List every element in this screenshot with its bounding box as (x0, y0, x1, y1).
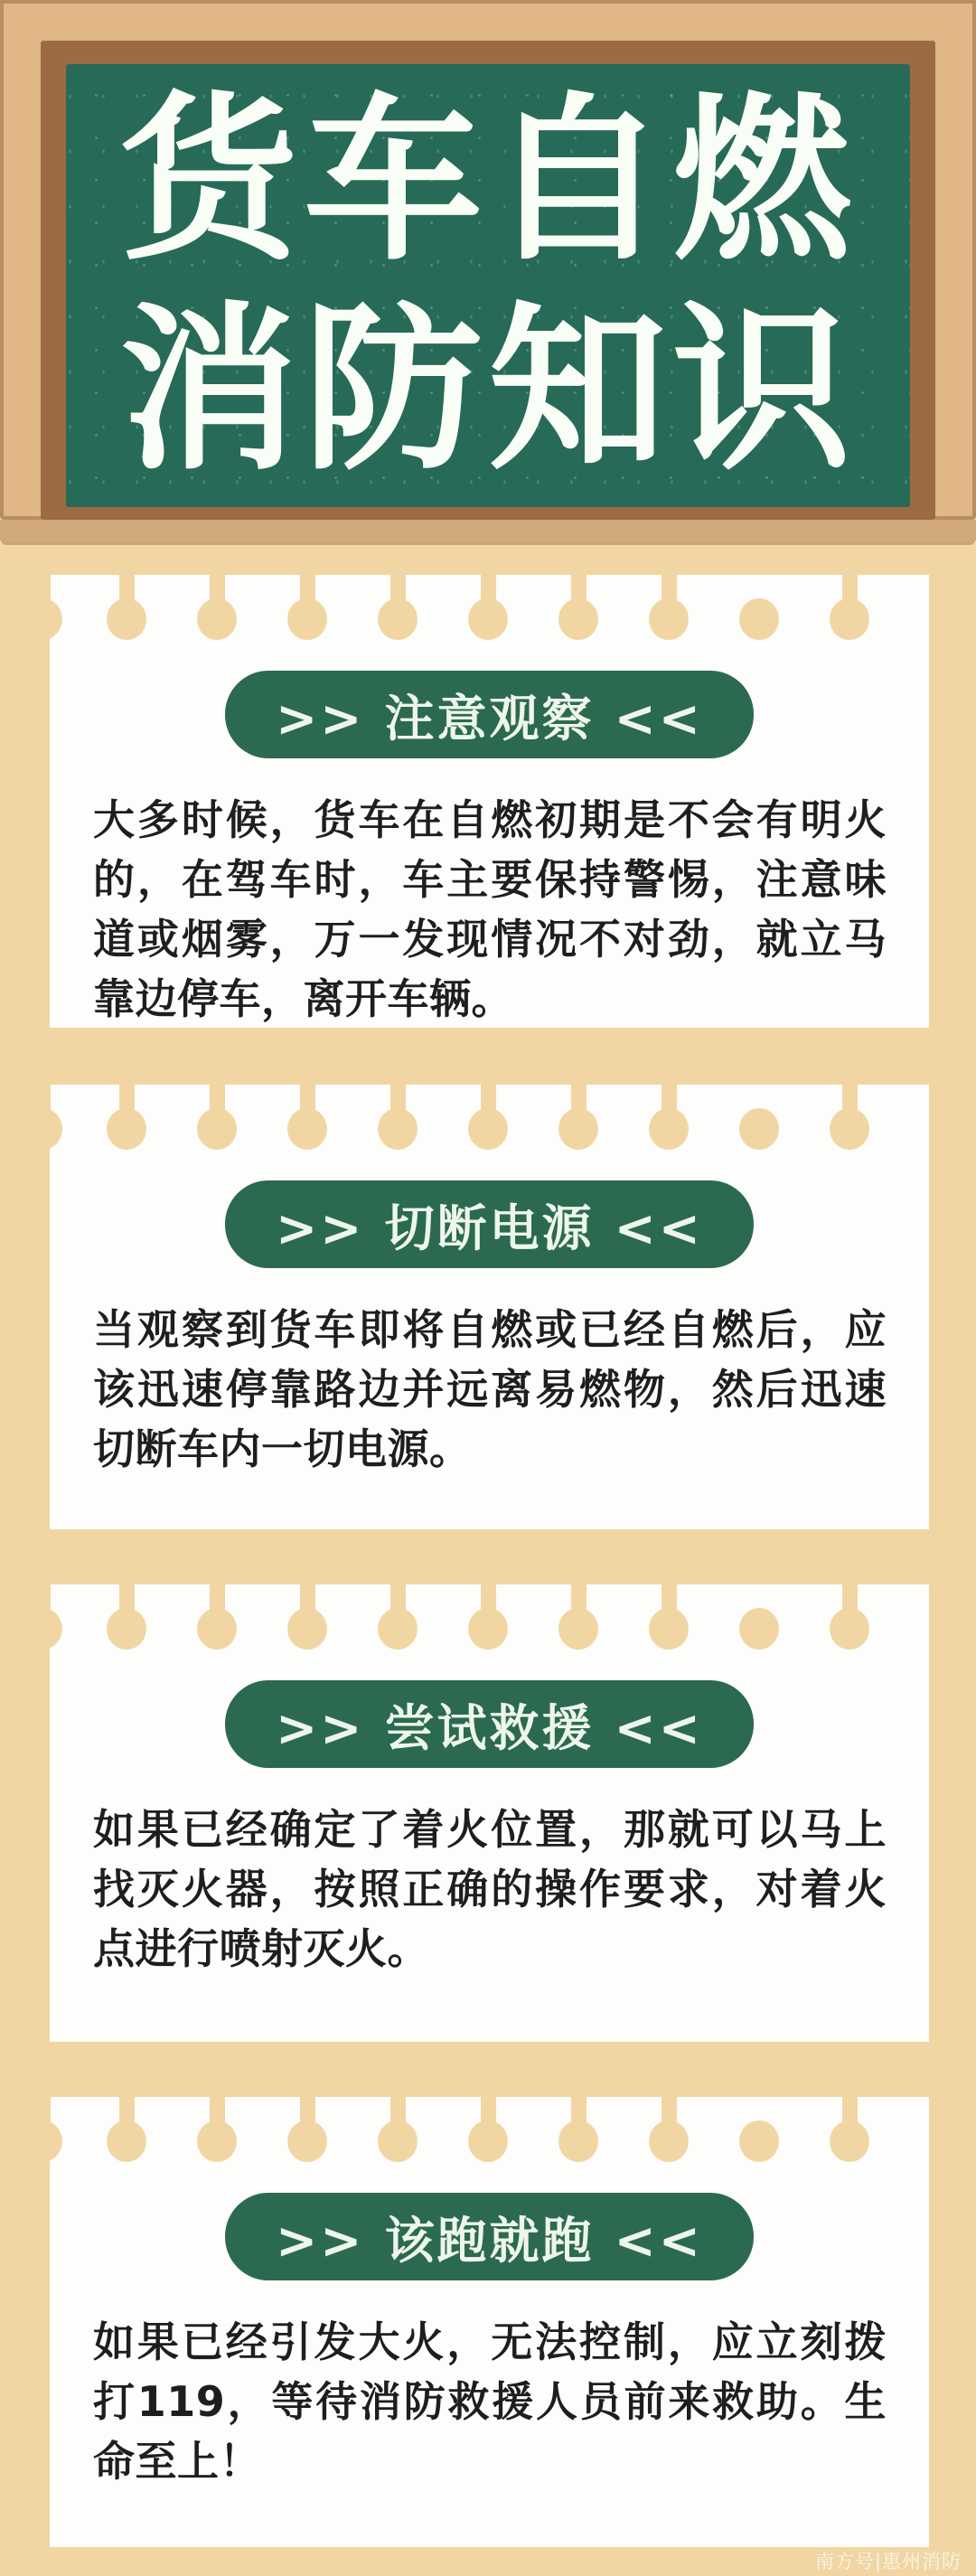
paper-hole (378, 1085, 418, 1150)
paper-hole (197, 1085, 237, 1150)
poster-title-line1: 货车自燃 (119, 76, 857, 285)
card-title: >> 切断电源 << (276, 1199, 703, 1257)
card-title: >> 该跑就跑 << (276, 2212, 703, 2270)
paper-hole (468, 2097, 508, 2162)
paper-hole (287, 2097, 327, 2162)
paper-hole (468, 1085, 508, 1150)
paper-hole (287, 1085, 327, 1150)
paper-hole (649, 2097, 689, 2162)
chalkboard (66, 64, 910, 507)
paper-hole (468, 1584, 508, 1650)
card-body-text: 大多时候，货车在自燃初期是不会有明火的，在驾车时，车主要保持警惕，注意味道或烟雾，万一发现情况不对劲，就立马靠边停车，离开车辆。 (93, 795, 887, 1023)
paper-hole (739, 575, 779, 640)
paper-hole (378, 2097, 418, 2162)
card-body-text: 如果已经引发大火，无法控制，应立刻拨打119，等待消防救援人员前来救助。生命至上！ (93, 2317, 887, 2486)
note-card-cut-power (50, 1085, 929, 1529)
paper-hole (649, 575, 689, 640)
paper-hole (558, 1584, 598, 1650)
note-card-observe (50, 575, 929, 1028)
paper-hole (739, 2097, 779, 2162)
paper-hole (378, 1584, 418, 1650)
paper-hole (50, 1085, 62, 1150)
paper-hole (558, 1085, 598, 1150)
card-title: >> 尝试救援 << (276, 1699, 703, 1757)
paper-hole (107, 1085, 146, 1150)
card-title-pill (225, 671, 754, 758)
paper-hole (739, 1584, 779, 1650)
paper-hole (649, 1085, 689, 1150)
note-card-attempt-rescue (50, 1584, 929, 2042)
chalkboard-bevel (41, 41, 935, 520)
paper-hole (50, 575, 62, 640)
paper-hole (107, 2097, 146, 2162)
card-title: >> 注意观察 << (276, 690, 703, 747)
paper-hole (739, 1085, 779, 1150)
paper-hole (107, 1584, 146, 1650)
paper-hole (830, 575, 869, 640)
chalkboard-tray (0, 520, 976, 542)
paper-hole (50, 2097, 62, 2162)
paper-hole (558, 2097, 598, 2162)
paper-hole (50, 1584, 62, 1650)
chalkboard-frame (0, 0, 976, 520)
paper-hole (649, 1584, 689, 1650)
paper-hole (287, 1584, 327, 1650)
paper-hole (468, 575, 508, 640)
card-title-pill (225, 1180, 754, 1268)
card-body-text: 如果已经确定了着火位置，那就可以马上找灭火器，按照正确的操作要求，对着火点进行喷射灭火。 (93, 1805, 887, 1973)
note-card-run-away (50, 2097, 929, 2547)
paper-hole (830, 1085, 869, 1150)
watermark: 南方号|惠州消防 (814, 2551, 962, 2572)
paper-hole (197, 2097, 237, 2162)
paper-hole (830, 1584, 869, 1650)
card-title-pill (225, 1680, 754, 1768)
paper-hole (107, 575, 146, 640)
paper-hole (378, 575, 418, 640)
card-title-pill (225, 2193, 754, 2280)
paper-hole (558, 575, 598, 640)
paper-hole (197, 575, 237, 640)
paper-hole (830, 2097, 869, 2162)
card-body-text: 当观察到货车即将自燃或已经自燃后，应该迅速停靠路边并远离易燃物，然后迅速切断车内一切电源。 (93, 1305, 887, 1473)
poster-title-line2: 消防知识 (119, 286, 857, 494)
paper-hole (197, 1584, 237, 1650)
paper-hole (287, 575, 327, 640)
